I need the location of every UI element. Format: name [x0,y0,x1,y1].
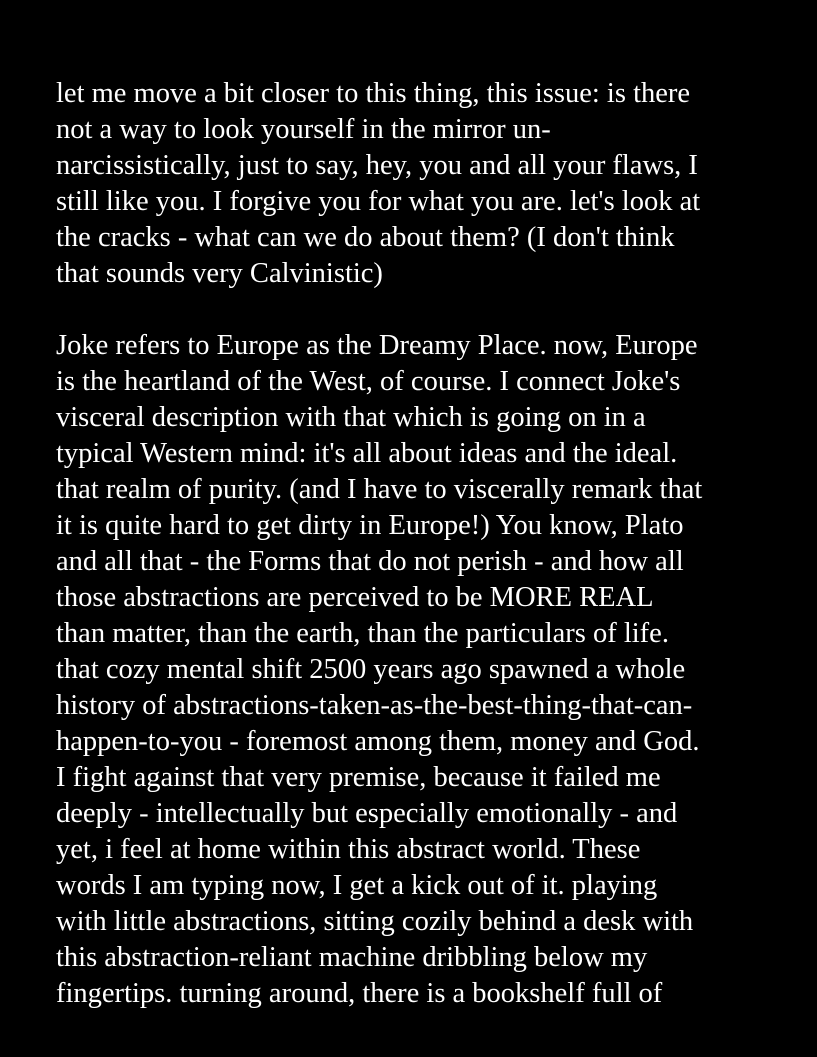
text-line: fingertips. turning around, there is a bookshelf full of [56,978,663,1009]
text-line: narcissistically, just to say, hey, you and all your flaws, I [56,150,698,181]
text-line: visceral description with that which is going on in a [56,402,646,433]
text-line: happen-to-you - foremost among them, money and God. [56,726,700,757]
text-line: let me move a bit closer to this thing, this issue: is there [56,78,691,109]
text-line: deeply - intellectually but especially emotionally - and [56,798,678,829]
text-line: typical Western mind: it's all about ideas and the ideal. [56,438,678,469]
text-line: I fight against that very premise, because it failed me [56,762,661,793]
document-body [56,76,786,1012]
text-line: it is quite hard to get dirty in Europe!) You know, Plato [56,510,684,541]
paragraph-1 [56,76,786,292]
text-line: history of abstractions-taken-as-the-best-thing-that-can- [56,690,693,721]
text-line: that realm of purity. (and I have to viscerally remark that [56,474,703,505]
text-line: those abstractions are perceived to be MORE REAL [56,582,654,613]
text-line: the cracks - what can we do about them? (I don't think [56,222,675,253]
text-line: and all that - the Forms that do not perish - and how all [56,546,684,577]
text-line: not a way to look yourself in the mirror un- [56,114,551,145]
text-line: yet, i feel at home within this abstract world. These [56,834,641,865]
text-line: than matter, than the earth, than the particulars of life. [56,618,669,649]
text-line: words I am typing now, I get a kick out of it. playing [56,870,658,901]
text-line: this abstraction-reliant machine dribbling below my [56,942,648,973]
text-line: is the heartland of the West, of course. I connect Joke's [56,366,681,397]
text-line: that cozy mental shift 2500 years ago spawned a whole [56,654,686,685]
text-line: Joke refers to Europe as the Dreamy Place. now, Europe [56,330,698,361]
paragraph-2 [56,328,786,1012]
text-line: that sounds very Calvinistic) [56,258,383,289]
text-line: still like you. I forgive you for what you are. let's look at [56,186,701,217]
paragraph-gap [56,292,786,328]
text-line: with little abstractions, sitting cozily behind a desk with [56,906,694,937]
